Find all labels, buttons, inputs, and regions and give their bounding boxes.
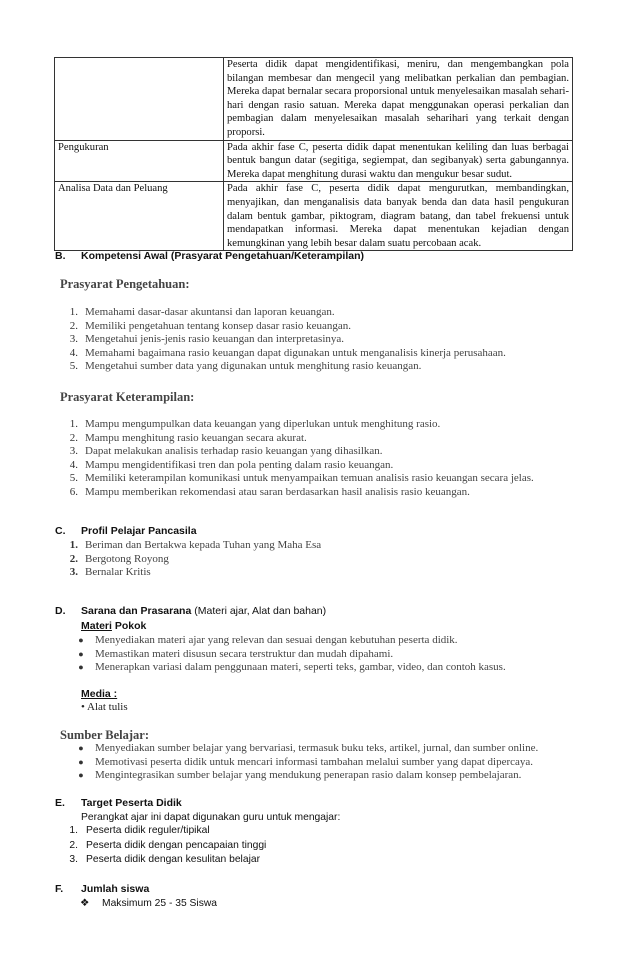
list-item: ● Menyediakan sumber belajar yang bervariasi, termasuk buku teks, artikel, jurnal, dan sumber online. [78, 742, 539, 754]
list-item: 3. Peserta didik dengan kesulitan belajar [69, 854, 261, 865]
list-item: 1. Mampu mengumpulkan data keuangan yang diperlukan untuk menghitung rasio. [69, 418, 441, 430]
list-item: 5. Mengetahui sumber data yang digunakan untuk menghitung rasio keuangan. [69, 360, 422, 372]
section-f-heading [55, 883, 149, 895]
target-list [62, 824, 266, 868]
list-item: 3. Mengetahui jenis-jenis rasio keuangan dan interpretasinya. [69, 333, 345, 345]
table-row [55, 140, 573, 182]
section-c-heading [55, 525, 197, 537]
table-value: Pada akhir fase C, peserta didik dapat mengurutkan, membandingkan, menyajikan, dan menganalisis data banyak benda dan data hasil pengukuran dalam bentuk gambar, piktogram, diagram batang, dan tabel frekuensi untuk mendapatkan informasi. Mereka dapat menentukan kejadian dengan kemungkinan yang lebih besar dalam suatu percobaan acak. [224, 182, 573, 251]
table-value: Peserta didik dapat mengidentifikasi, meniru, dan mengembangkan pola bilangan membesar dan mengecil yang melibatkan perkalian dan pembagian. Mereka dapat bernalar secara proporsional untuk menyelesaikan masalah sehari-hari dengan rasio satuan. Mereka dapat menggunakan operasi perkalian dan pembagian dalam menyelesaikan masalah seharihari yang terkait dengan proporsi. [224, 58, 573, 141]
jumlah-siswa-item: ❖ Maksimum 25 - 35 Siswa [80, 898, 218, 909]
prasyarat-keterampilan-heading: Prasyarat Keterampilan: [60, 390, 195, 404]
list-item: 2. Memiliki pengetahuan tentang konsep dasar rasio keuangan. [69, 319, 352, 332]
sumber-belajar-heading: Sumber Belajar: [60, 728, 149, 742]
list-item: 3. Dapat melakukan analisis terhadap rasio keuangan yang dihasilkan. [69, 445, 383, 457]
list-item: 4. Mampu mengidentifikasi tren dan pola penting dalam rasio keuangan. [69, 458, 394, 471]
section-b-heading [55, 250, 364, 262]
list-item: ● Memastikan materi disusun secara terstruktur dan mudah dipahami. [78, 647, 394, 660]
table-row [55, 182, 573, 251]
materi-pokok-heading: Materi Pokok [81, 620, 147, 632]
list-item: 1. Beriman dan Bertakwa kepada Tuhan yang Maha Esa [69, 539, 322, 551]
table-key [55, 58, 224, 141]
section-title: Profil Pelajar Pancasila [81, 525, 197, 537]
pengetahuan-list [56, 306, 506, 374]
list-item: 2. Bergotong Royong [69, 552, 169, 565]
list-item: 1. Memahami dasar-dasar akuntansi dan laporan keuangan. [69, 306, 335, 318]
materi-list [72, 634, 506, 675]
table-key: Analisa Data dan Peluang [55, 182, 224, 251]
table-row [55, 58, 573, 141]
section-letter: B. [55, 250, 66, 262]
list-item: 3. Bernalar Kritis [69, 566, 151, 578]
media-heading: Media : [81, 688, 118, 700]
section-title: Jumlah siswa [81, 883, 150, 895]
list-item: 6. Mampu memberikan rekomendasi atau saran berdasarkan hasil analisis rasio keuangan. [69, 485, 470, 498]
profil-list [56, 539, 321, 580]
list-item: 2. Mampu menghitung rasio keuangan secara akurat. [69, 431, 307, 444]
media-item: • Alat tulis [81, 701, 128, 713]
table-value: Pada akhir fase C, peserta didik dapat menentukan keliling dan luas berbagai bentuk bangun datar (segitiga, segiempat, dan segibanyak) serta gabungannya. Mereka dapat menghitung durasi waktu dan mengukur besar sudut. [224, 140, 573, 182]
sumber-list [72, 742, 538, 783]
list-item: ● Menyediakan materi ajar yang relevan dan sesuai dengan kebutuhan peserta didik. [78, 634, 458, 646]
list-item: 4. Memahami bagaimana rasio keuangan dapat digunakan untuk menganalisis kinerja perusahaan. [69, 346, 506, 359]
section-letter: C. [55, 525, 66, 537]
table-key: Pengukuran [55, 140, 224, 182]
target-intro: Perangkat ajar ini dapat digunakan guru untuk mengajar: [81, 812, 341, 823]
section-title: Target Peserta Didik [81, 797, 182, 809]
list-item: 1. Peserta didik reguler/tipikal [69, 825, 210, 836]
section-letter: D. [55, 605, 66, 617]
section-letter: E. [55, 797, 65, 809]
prasyarat-pengetahuan-heading: Prasyarat Pengetahuan: [60, 277, 190, 291]
list-item: ● Menerapkan variasi dalam penggunaan materi, seperti teks, gambar, video, dan contoh kasus. [78, 661, 506, 673]
keterampilan-list [56, 418, 534, 499]
section-title: Sarana dan Prasarana [81, 605, 192, 617]
list-item: ● Mengintegrasikan sumber belajar yang mendukung penerapan rasio dalam konsep pembelajaran. [78, 769, 522, 781]
list-item: 5. Memiliki keterampilan komunikasi untuk menyampaikan temuan analisis rasio keuangan secara jelas. [69, 472, 534, 484]
section-letter: F. [55, 883, 64, 895]
section-title-suffix: (Materi ajar, Alat dan bahan) [191, 605, 327, 617]
diamond-bullet-icon: ❖ [80, 898, 90, 909]
capaian-table [54, 57, 573, 251]
list-item: 2. Peserta didik dengan pencapaian tinggi [69, 839, 267, 851]
list-item: ● Memotivasi peserta didik untuk mencari informasi tambahan melalui sumber yang dapat dipercaya. [78, 755, 534, 768]
section-d-heading [55, 605, 326, 617]
section-e-heading [55, 797, 182, 809]
section-title: Kompetensi Awal (Prasyarat Pengetahuan/Keterampilan) [81, 250, 365, 262]
